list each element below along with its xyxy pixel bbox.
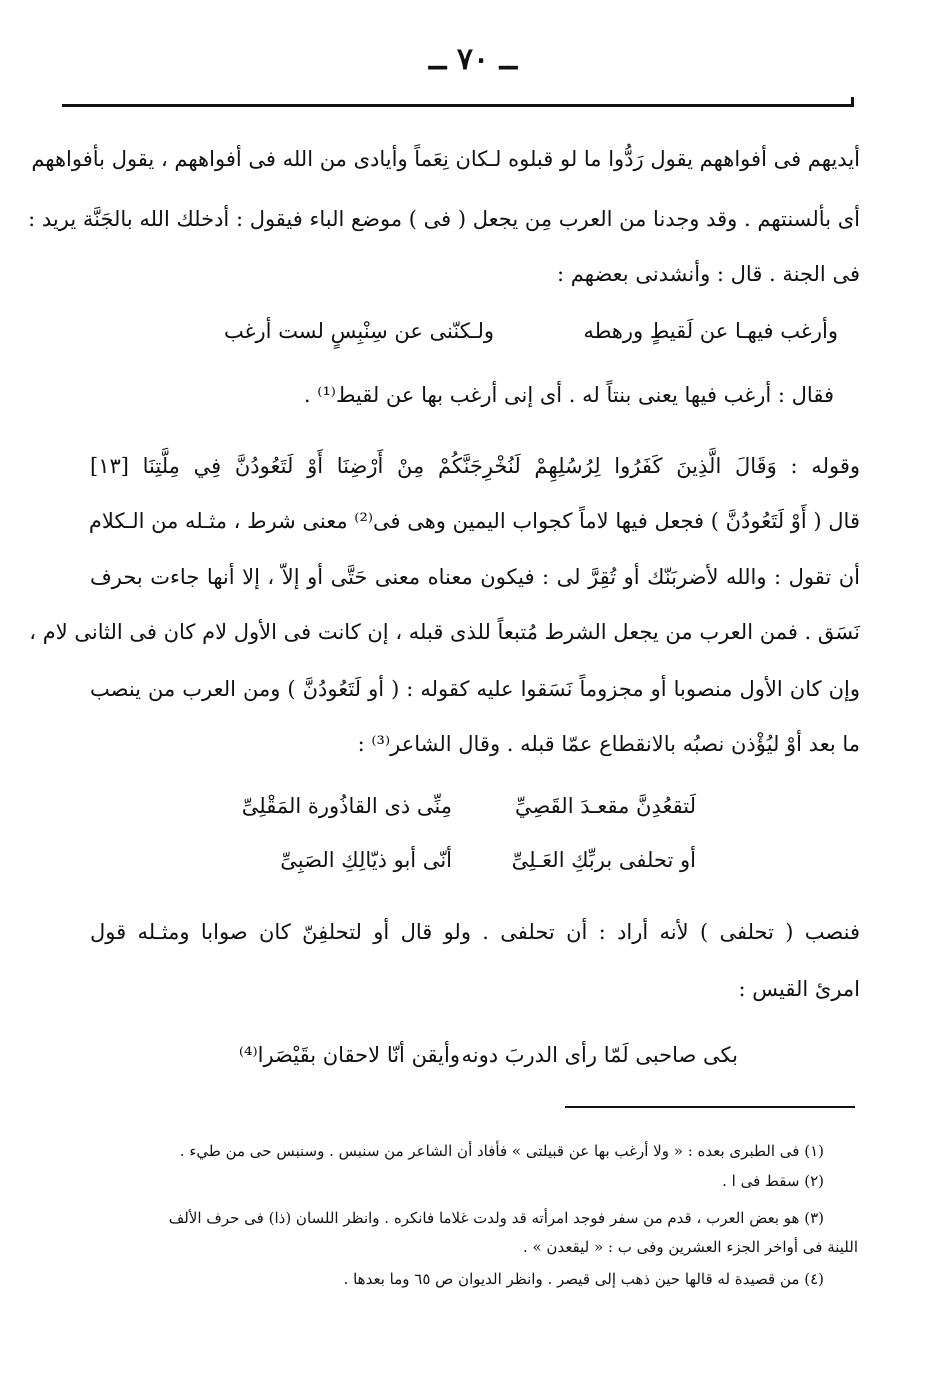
text-line: نَسَق . فمن العرب من يجعل الشرط مُتبعاً للذى قبله ، إن كانت فى الأول لام كان فى الثانى لام ،: [29, 620, 860, 644]
verse-hemistich-second: مِنِّى ذى القاذُورة المَقْلِىِّ: [241, 794, 452, 818]
footnote-rule: [565, 1106, 855, 1108]
text-line: أن تقول : والله لأضربَنّك أو تُقِرَّ لى : فيكون معناه معنى حَتَّى أو إلاّ ، إلا أنها جاءت بحرف: [90, 565, 860, 589]
page-number: ــ ٧٠ ــ: [428, 42, 518, 77]
text-line: وإن كان الأول منصوبا أو مجزوماً نَسَقوا عليه كقوله : ( أو لَتَعُودُنَّ ) ومن العرب من ينصب: [90, 677, 860, 701]
text-line: فى الجنة . قال : وأنشدنى بعضهم :: [557, 262, 860, 286]
text-line: أيديهم فى أفواههم يقول رَدُّوا ما لو قبلوه لـكان نِعَماً وأيادى من الله فى أفواههم ، يقول بأفواههم: [31, 147, 860, 171]
verse-hemistich-second: ولـكنّنى عن سِنْبِسٍ لست أرغب: [223, 319, 494, 343]
header-rule: [62, 104, 854, 107]
footnote: (١) فى الطبرى بعده : « ولا أرغب بها عن قبيلتى » فأفاد أن الشاعر من سنبس . وسنبس حى من طيء .: [179, 1142, 824, 1160]
footnote: (٣) هو بعض العرب ، قدم من سفر فوجد امرأته قد ولدت غلاما فانكره . وانظر اللسان (ذا) فى حرف الألف: [168, 1209, 824, 1227]
verse-hemistich-second: وأيقن أنّا لاحقان بقَيْصَرا⁽⁴⁾: [238, 1043, 460, 1067]
footnote: (٤) من قصيدة له قالها حين ذهب إلى قيصر . وانظر الديوان ص ٦٥ وما بعدها .: [343, 1270, 824, 1288]
header-rule-tick: [851, 97, 854, 107]
verse-hemistich-first: أو تحلفى بربِّكِ العَـلِىِّ: [511, 848, 696, 872]
text-line: فنصب ( تحلفى ) لأنه أراد : أن تحلفى . ولو قال أو لتحلفِنّ كان صوابا ومثـله قول: [90, 920, 860, 944]
text-line: فقال : أرغب فيها يعنى بنتاً له . أى إنى أرغب بها عن لقيط⁽¹⁾ .: [303, 383, 834, 407]
text-line: قال ( أَوْ لَتَعُودُنَّ ) فجعل فيها لاماً كجواب اليمين وهى فى⁽²⁾ معنى شرط ، مثـله من الـكلام: [88, 509, 860, 533]
footnote: (٢) سقط فى ا .: [722, 1172, 824, 1190]
text-line: أى بألسنتهم . وقد وجدنا من العرب مِن يجعل ( فى ) موضع الباء فيقول : أدخلك الله بالجَنَّة يريد :: [28, 207, 860, 231]
footnote-continuation: اللينة فى أواخر الجزء العشرين وفى ب : « ليقعدن » .: [522, 1238, 858, 1256]
verse-hemistich-first: وأرغب فيهـا عن لَقيطٍ ورهطه: [583, 319, 838, 343]
text-line: ما بعد أوْ ليُؤْذن نصبُه بالانقطاع عمّا قبله . وقال الشاعر⁽³⁾ :: [357, 732, 860, 756]
verse-hemistich-second: أنّى أبو ذيّالِكِ الصَبِىِّ: [280, 848, 452, 872]
verse-hemistich-first: لَتقعُدِنَّ مقعـدَ القَصِيِّ: [514, 794, 696, 818]
text-line: وقوله : وَقَالَ الَّذِينَ كَفَرُوا لِرُسُلِهِمْ لَنُخْرِجَنَّكُمْ مِنْ أَرْضِنَا أَوْ لَتَعُودُنَّ فِي مِلَّتِنَا [١٣]: [90, 454, 860, 478]
verse-hemistich-first: بكى صاحبى لَمّا رأى الدربَ دونه: [461, 1043, 738, 1067]
text-line: امرئ القيس :: [738, 977, 860, 1001]
